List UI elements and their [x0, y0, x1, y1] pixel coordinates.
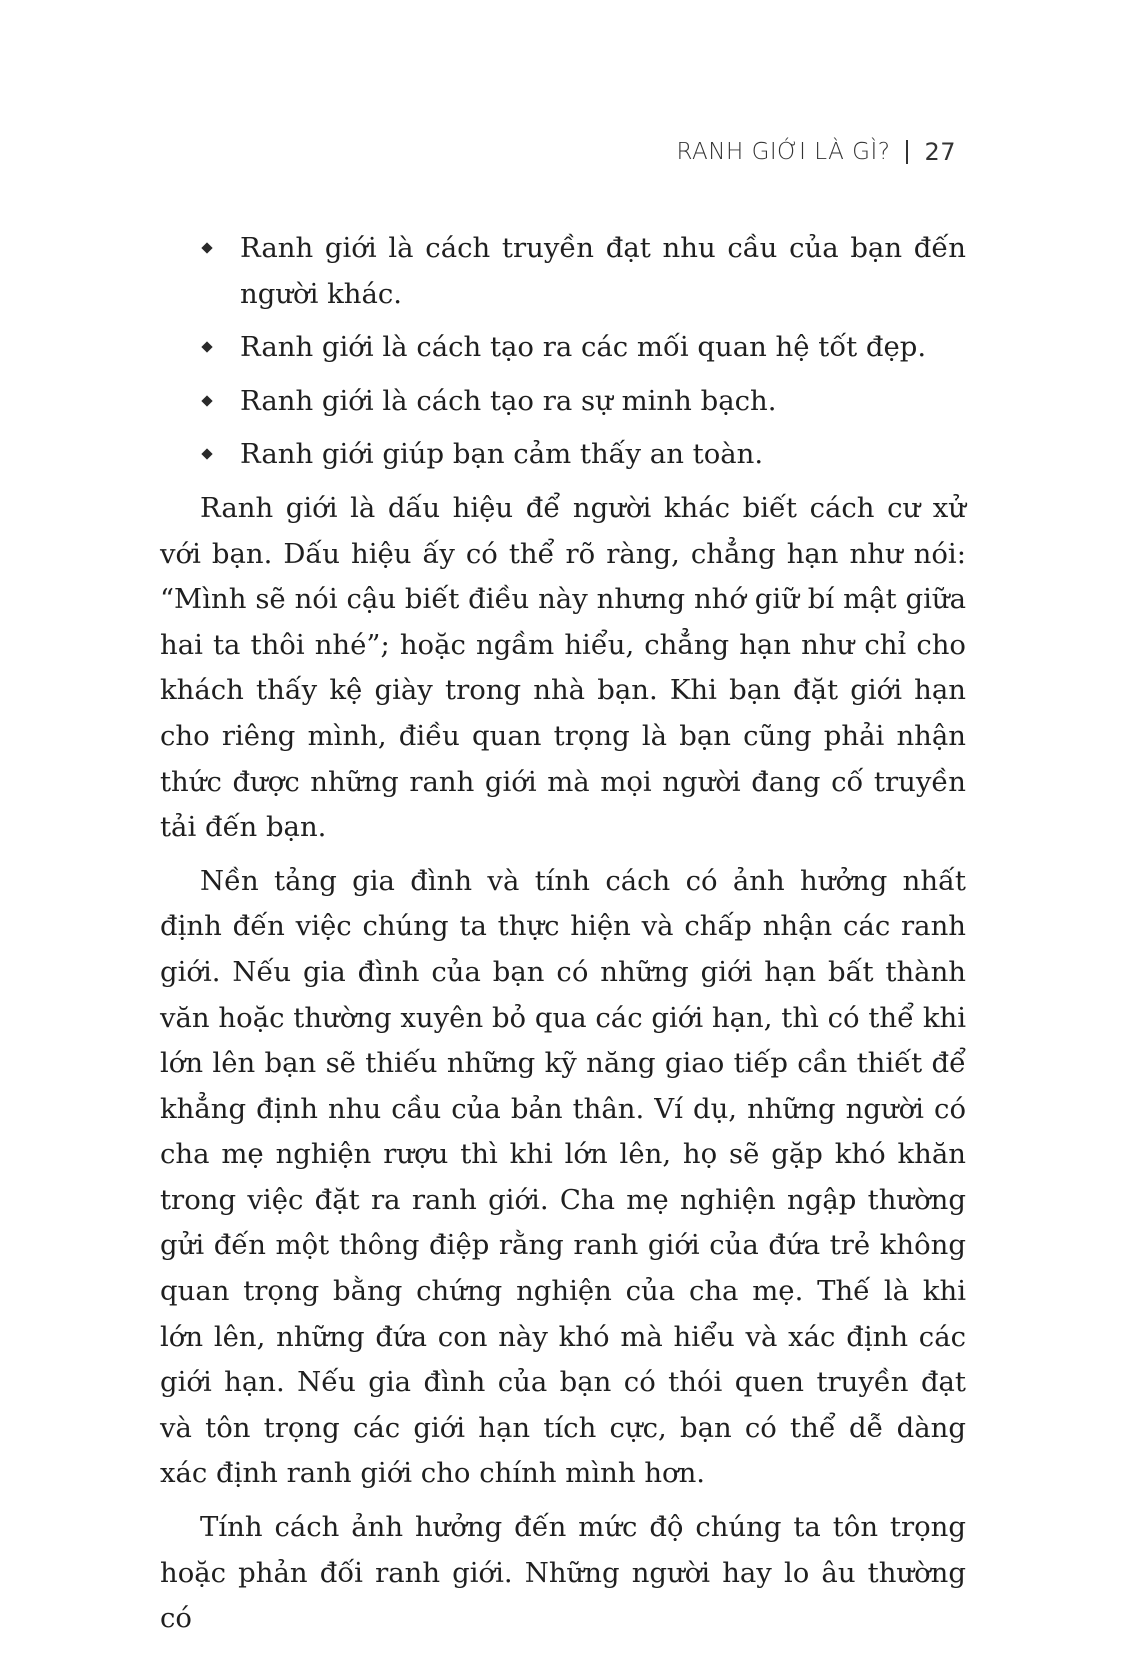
page-body: [160, 226, 966, 1650]
body-paragraph: Tính cách ảnh hưởng đến mức độ chúng ta tôn trọng hoặc phản đối ranh giới. Những người hay lo âu thường có: [160, 1511, 966, 1635]
diamond-bullet-icon: [201, 242, 212, 253]
bullet-item: [160, 226, 966, 317]
header-divider: [906, 140, 908, 164]
bullet-item: [160, 432, 966, 478]
body-paragraph: Nền tảng gia đình và tính cách có ảnh hưởng nhất định đến việc chúng ta thực hiện và chấp nhận các ranh giới. Nếu gia đình của bạn có những giới hạn bất thành văn hoặc thường xuyên bỏ qua các giới hạn, thì có thể khi lớn lên bạn sẽ thiếu những kỹ năng giao tiếp cần thiết để khẳng định nhu cầu của bản thân. Ví dụ, những người có cha mẹ nghiện rượu thì khi lớn lên, họ sẽ gặp khó khăn trong việc đặt ra ranh giới. Cha mẹ nghiện ngập thường gửi đến một thông điệp rằng ranh giới của đứa trẻ không quan trọng bằng chứng nghiện của cha mẹ. Thế là khi lớn lên, những đứa con này khó mà hiểu và xác định các giới hạn. Nếu gia đình của bạn có thói quen truyền đạt và tôn trọng các giới hạn tích cực, bạn có thể dễ dàng xác định ranh giới cho chính mình hơn.: [160, 864, 966, 1490]
bullet-item: [160, 379, 966, 425]
diamond-bullet-icon: [201, 395, 212, 406]
diamond-bullet-icon: [201, 449, 212, 460]
running-header: [676, 138, 956, 166]
page-number: 27: [924, 138, 956, 166]
bullet-text: Ranh giới là cách tạo ra các mối quan hệ tốt đẹp.: [240, 331, 927, 364]
bullet-item: [160, 325, 966, 371]
bullet-text: Ranh giới là cách tạo ra sự minh bạch.: [240, 384, 777, 417]
chapter-title: RANH GIỚI LÀ GÌ?: [676, 139, 891, 165]
bullet-text: Ranh giới là cách truyền đạt nhu cầu của bạn đến người khác.: [240, 232, 966, 310]
bullet-list: [160, 226, 966, 478]
body-paragraph: Ranh giới là dấu hiệu để người khác biết cách cư xử với bạn. Dấu hiệu ấy có thể rõ ràng, chẳng hạn như nói: “Mình sẽ nói cậu biết điều này nhưng nhớ giữ bí mật giữa hai ta thôi nhé”; hoặc ngầm hiểu, chẳng hạn như chỉ cho khách thấy kệ giày trong nhà bạn. Khi bạn đặt giới hạn cho riêng mình, điều quan trọng là bạn cũng phải nhận thức được những ranh giới mà mọi người đang cố truyền tải đến bạn.: [160, 491, 966, 844]
bullet-text: Ranh giới giúp bạn cảm thấy an toàn.: [240, 438, 764, 471]
diamond-bullet-icon: [201, 342, 212, 353]
